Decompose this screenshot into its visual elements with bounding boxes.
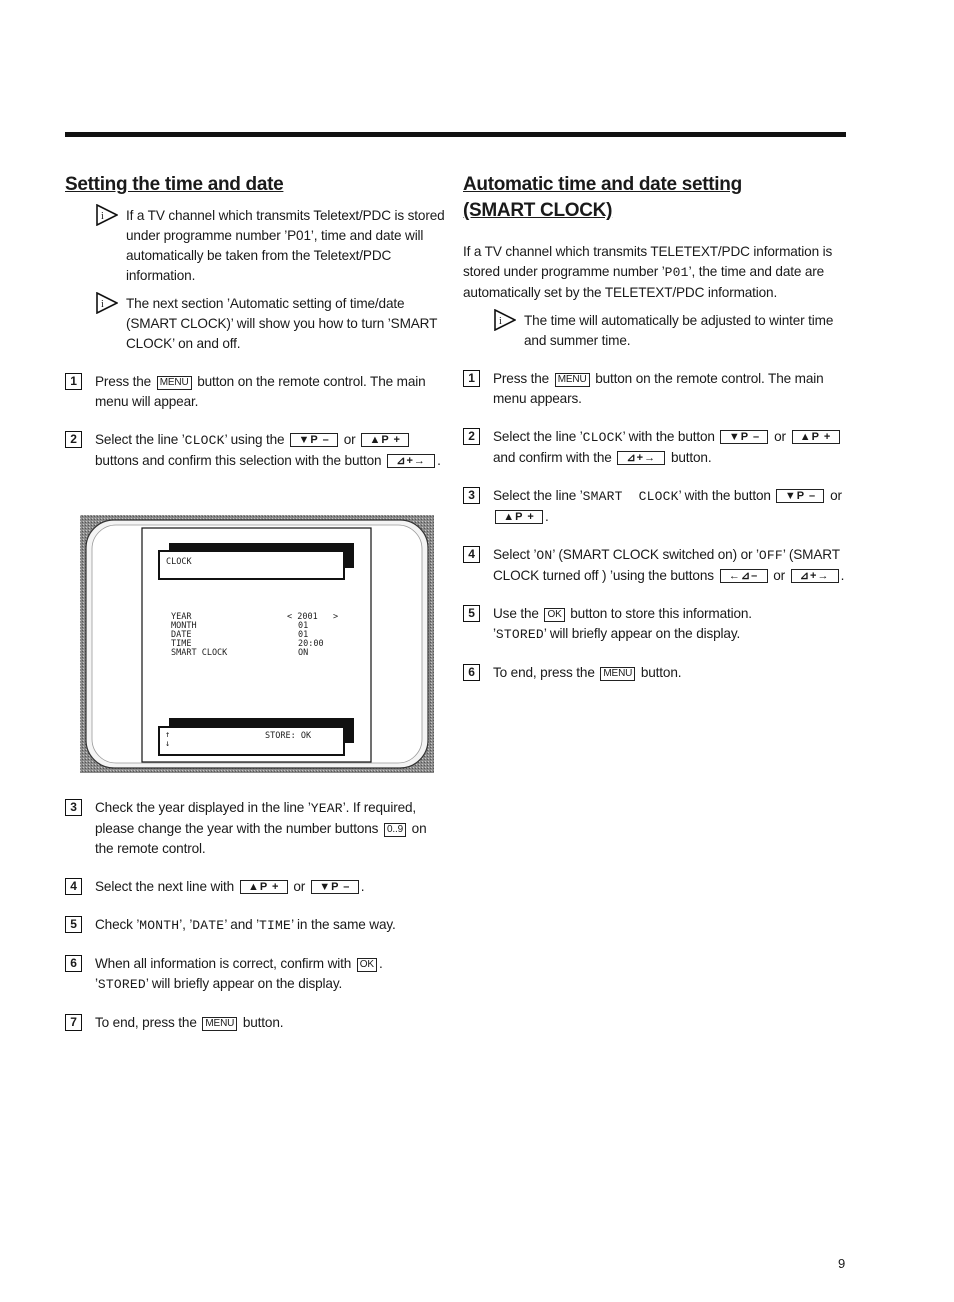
step-text: ’. If required, please change the year with the number buttons [95, 800, 417, 836]
step-number: 7 [65, 1014, 82, 1031]
svg-text:i: i [499, 316, 502, 327]
osd-term: STORED [97, 977, 146, 992]
osd-term: SMART CLOCK [582, 489, 679, 504]
step-text: Select the line ’ [493, 429, 583, 444]
step-text: button on the remote control. The main menu will appear. [95, 374, 426, 409]
step-text: Check the year displayed in the line ’ [95, 800, 311, 815]
osd-term: TIME [259, 918, 292, 933]
step-text: button. [640, 665, 682, 680]
osd-row-value: ON [298, 648, 309, 658]
step-number: 1 [65, 373, 82, 390]
osd-row-value: 01 [298, 621, 309, 631]
osd-term: YEAR [310, 801, 343, 816]
info-icon [96, 204, 118, 226]
step-text: ’ in the same way. [291, 917, 396, 932]
osd-down-arrow-icon: ↓ [165, 739, 171, 749]
step-text: buttons and confirm this selection with the button [95, 453, 382, 468]
right-key: ⊿+→ [791, 569, 839, 583]
osd-term: CLOCK [184, 433, 225, 448]
menu-key: MENU [157, 376, 192, 390]
info-icon [494, 309, 516, 331]
tv-screen-illustration [80, 515, 434, 773]
osd-row-label: DATE [171, 630, 192, 640]
step-text: ’ using the [224, 432, 285, 447]
step-number: 5 [463, 605, 480, 622]
step-number: 3 [463, 487, 480, 504]
step-text: To end, press the [493, 665, 595, 680]
step-4 [65, 877, 445, 897]
ok-key: OK [357, 958, 377, 972]
osd-row-label: TIME [171, 639, 192, 649]
osd-term: MONTH [139, 918, 180, 933]
step-text: ’, ’ [179, 917, 193, 932]
step-number: 6 [463, 664, 480, 681]
osd-term: ON [536, 548, 553, 563]
step-text: When all information is correct, confirm with [95, 956, 352, 971]
step-number: 4 [463, 546, 480, 563]
step-text: Select ’ [493, 547, 537, 562]
osd-row-label: YEAR [171, 612, 192, 622]
step-6 [463, 663, 848, 683]
right-column [463, 172, 848, 683]
step-text: button on the remote control. The main menu appears. [493, 371, 824, 406]
osd-row-label: SMART CLOCK [171, 648, 228, 658]
step-text: . [360, 879, 365, 894]
osd-row-value: 20:00 [298, 639, 324, 649]
step-text: ’ and ’ [224, 917, 260, 932]
step-text: button. [670, 450, 712, 465]
intro-text: If a TV channel which transmits TELETEXT/PDC information is stored under programme number ’ [463, 244, 833, 279]
program-down-key: ▼P – [720, 430, 768, 444]
step-text: ’ (SMART CLOCK turned off ) ’using the buttons [493, 547, 840, 583]
tip-text: The next section ’Automatic setting of time/date (SMART CLOCK)’ will show you how to turn ’SMART CLOCK’ on and off. [126, 296, 437, 351]
left-key: ←⊿– [720, 569, 768, 583]
step-text: or [830, 488, 842, 503]
step-1 [463, 369, 848, 409]
step-text: and confirm with the [493, 450, 612, 465]
step-text: or [293, 879, 306, 894]
osd-up-arrow-icon: ↑ [165, 730, 171, 740]
step-number: 2 [65, 431, 82, 448]
program-up-key: ▲P + [792, 430, 840, 444]
step-text: . [437, 453, 441, 468]
step-text: Select the next line with [95, 879, 235, 894]
osd-term: DATE [192, 918, 225, 933]
step-text: Check ’ [95, 917, 140, 932]
osd-term: OFF [758, 548, 783, 563]
right-key: ⊿+→ [617, 451, 665, 465]
step-text: button. [242, 1015, 284, 1030]
step-6 [65, 954, 445, 995]
step-text: ’ [493, 626, 496, 641]
section-title-smart-clock [463, 172, 848, 224]
step-text: . [378, 956, 383, 971]
osd-term: P01 [664, 265, 689, 280]
step-text: . [545, 509, 549, 524]
step-number: 4 [65, 878, 82, 895]
menu-key: MENU [555, 373, 590, 387]
right-key: ⊿+→ [387, 454, 435, 468]
step-text: Use the [493, 606, 539, 621]
step-text: ’ will briefly appear on the display. [543, 626, 741, 641]
step-text: or [774, 429, 786, 444]
program-down-key: ▼P – [776, 489, 824, 503]
step-number: 1 [463, 370, 480, 387]
left-column [65, 172, 445, 471]
step-number: 5 [65, 916, 82, 933]
osd-row-label: MONTH [171, 621, 197, 631]
step-3 [463, 486, 848, 527]
svg-text:i: i [101, 299, 104, 310]
tip-text: The time will automatically be adjusted to winter time and summer time. [524, 313, 834, 348]
program-up-key: ▲P + [495, 510, 543, 524]
info-icon [96, 292, 118, 314]
step-7 [65, 1013, 445, 1033]
step-text: ’ with the button [622, 429, 715, 444]
program-down-key: ▼P – [290, 433, 338, 447]
tip-text: If a TV channel which transmits Teletext/PDC is stored under programme number ’P01’, time and date will automatically be taken from the Teletext/PDC information. [126, 208, 445, 283]
intro-text: ’, the time and date are automatically set by the TELETEXT/PDC information. [463, 264, 825, 300]
info-tip [65, 206, 445, 286]
top-rule [65, 132, 846, 137]
step-5 [463, 604, 848, 645]
step-text: . [840, 568, 845, 583]
step-2 [463, 427, 848, 468]
intro-paragraph [463, 242, 848, 303]
step-text: Press the [493, 371, 550, 386]
step-text: ’ [95, 976, 98, 991]
step-text: Select the line ’ [493, 488, 583, 503]
page-number: 9 [838, 1256, 846, 1271]
ok-key: OK [544, 608, 564, 622]
svg-text:i: i [101, 211, 104, 222]
menu-key: MENU [202, 1017, 237, 1031]
osd-footer: STORE: OK [265, 731, 312, 741]
step-text: on the remote control. [95, 821, 427, 856]
program-up-key: ▲P + [361, 433, 409, 447]
step-3 [65, 798, 445, 859]
title-line: Automatic time and date setting [463, 174, 742, 195]
program-down-key: ▼P – [311, 880, 359, 894]
title-line: (SMART CLOCK) [463, 200, 613, 221]
info-tip [463, 311, 848, 351]
step-5 [65, 915, 445, 936]
step-number: 6 [65, 955, 82, 972]
osd-term: STORED [495, 627, 544, 642]
step-text: or [773, 568, 785, 583]
step-4 [463, 545, 848, 586]
info-tip [65, 294, 445, 354]
step-text: To end, press the [95, 1015, 197, 1030]
osd-header: CLOCK [166, 557, 192, 567]
osd-term: CLOCK [582, 430, 623, 445]
section-title-setting-time: Setting the time and date [65, 174, 284, 195]
step-text: Select the line ’ [95, 432, 185, 447]
step-text: ’ (SMART CLOCK switched on) or ’ [552, 547, 759, 562]
left-column-lower [65, 798, 445, 1033]
step-text: Press the [95, 374, 152, 389]
menu-key: MENU [600, 667, 635, 681]
step-1 [65, 372, 445, 412]
program-up-key: ▲P + [240, 880, 288, 894]
step-number: 2 [463, 428, 480, 445]
step-text: button to store this information. [570, 606, 752, 621]
number-keys: 0..9 [384, 823, 406, 837]
osd-row-value: 01 [298, 630, 309, 640]
step-text: or [343, 432, 356, 447]
step-number: 3 [65, 799, 82, 816]
step-2 [65, 430, 445, 471]
step-text: ’ will briefly appear on the display. [145, 976, 343, 991]
osd-row-value: < 2001 > [287, 612, 339, 622]
step-text: ’ with the button [678, 488, 771, 503]
